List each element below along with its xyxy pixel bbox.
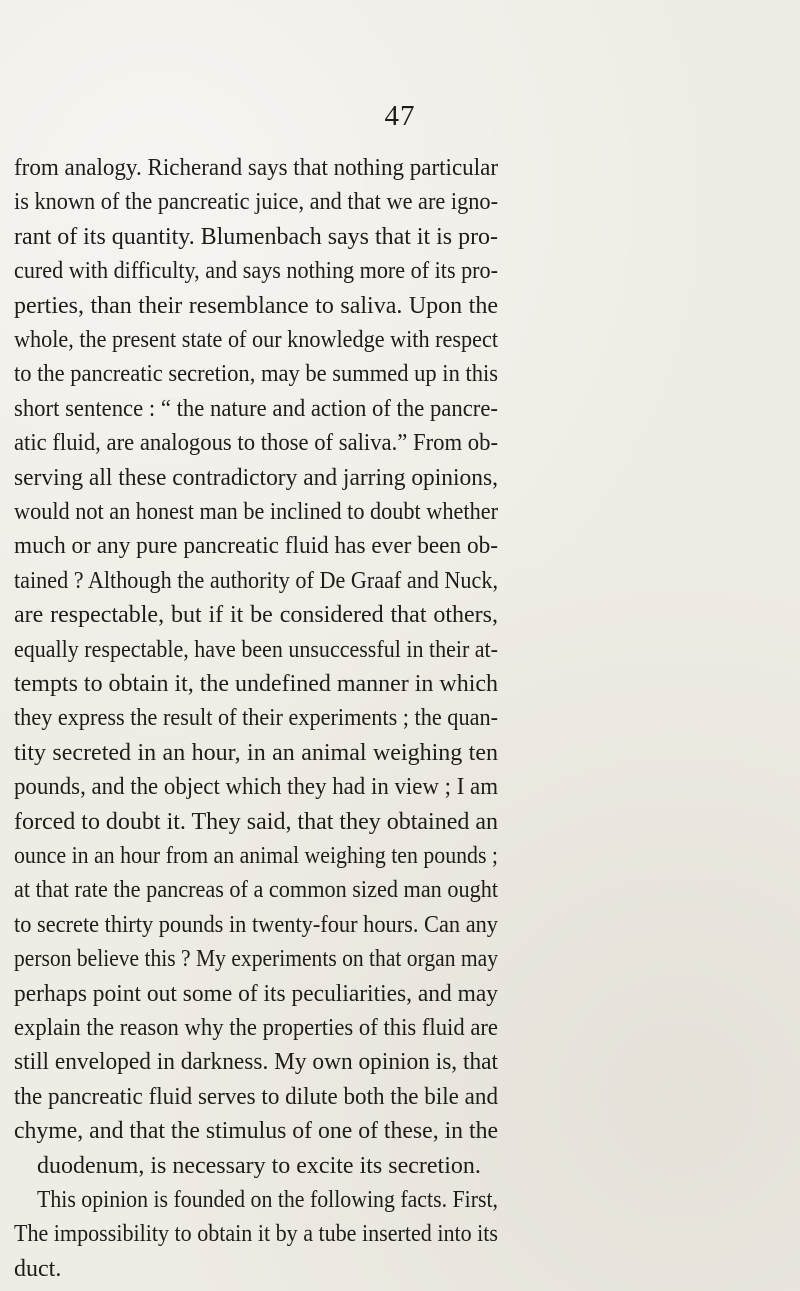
text-line-11: would not an honest man be inclined to doubt whether [14, 499, 498, 525]
text-line-10: serving all these contradictory and jarring opinions, [14, 464, 498, 491]
text-line-23: to secrete thirty pounds in twenty-four hours. Can any [14, 911, 498, 938]
text-line-32: The impossibility to obtain it by a tube inserted into its [14, 1221, 498, 1248]
text-line-1: from analogy. Richerand says that nothing particular [14, 155, 498, 181]
text-line-28: the pancreatic fluid serves to dilute both the bile and [14, 1083, 498, 1110]
text-line-2: is known of the pancreatic juice, and that we are igno- [14, 189, 498, 216]
text-line-25: perhaps point out some of its peculiarities, and may [14, 980, 498, 1007]
text-line-29: chyme, and that the stimulus of one of these, in the [14, 1118, 498, 1145]
text-line-13: tained ? Although the authority of De Graaf and Nuck, [14, 567, 498, 594]
text-line-26: explain the reason why the properties of this fluid are [14, 1015, 498, 1041]
text-line-21: ounce in an hour from an animal weighing ten pounds ; [14, 843, 498, 869]
text-line-8: short sentence : “ the nature and action of the pancre- [14, 395, 498, 422]
text-line-33: duct. [14, 1255, 62, 1282]
text-line-16: tempts to obtain it, the undefined manner in which [14, 671, 498, 697]
text-line-17: they express the result of their experiments ; the quan- [14, 705, 498, 732]
page-number: 47 [384, 100, 416, 132]
text-line-9: atic fluid, are analogous to those of saliva.” From ob- [14, 430, 498, 457]
text-line-27: still enveloped in darkness. My own opinion is, that [14, 1049, 498, 1076]
text-line-3: rant of its quantity. Blumenbach says that it is pro- [14, 223, 498, 250]
text-line-30: duodenum, is necessary to excite its secretion. [37, 1152, 481, 1179]
text-line-4: cured with difficulty, and says nothing more of its pro- [14, 258, 498, 285]
text-line-24: person believe this ? My experiments on that organ may [14, 946, 498, 973]
text-line-6: whole, the present state of our knowledge with respect [14, 327, 498, 353]
text-line-22: at that rate the pancreas of a common sized man ought [14, 877, 498, 904]
text-line-7: to the pancreatic secretion, may be summed up in this [14, 361, 498, 388]
text-line-5: perties, than their resemblance to saliva. Upon the [14, 292, 498, 319]
text-line-15: equally respectable, have been unsuccessful in their at- [14, 636, 498, 663]
text-line-14: are respectable, but if it be considered that others, [14, 602, 498, 629]
text-line-20: forced to doubt it. They said, that they obtained an [14, 808, 498, 835]
text-line-18: tity secreted in an hour, in an animal weighing ten [14, 739, 498, 766]
text-line-31: This opinion is founded on the following facts. First, [37, 1187, 498, 1213]
text-line-19: pounds, and the object which they had in view ; I am [14, 774, 498, 801]
text-line-12: much or any pure pancreatic fluid has ever been ob- [14, 533, 498, 560]
